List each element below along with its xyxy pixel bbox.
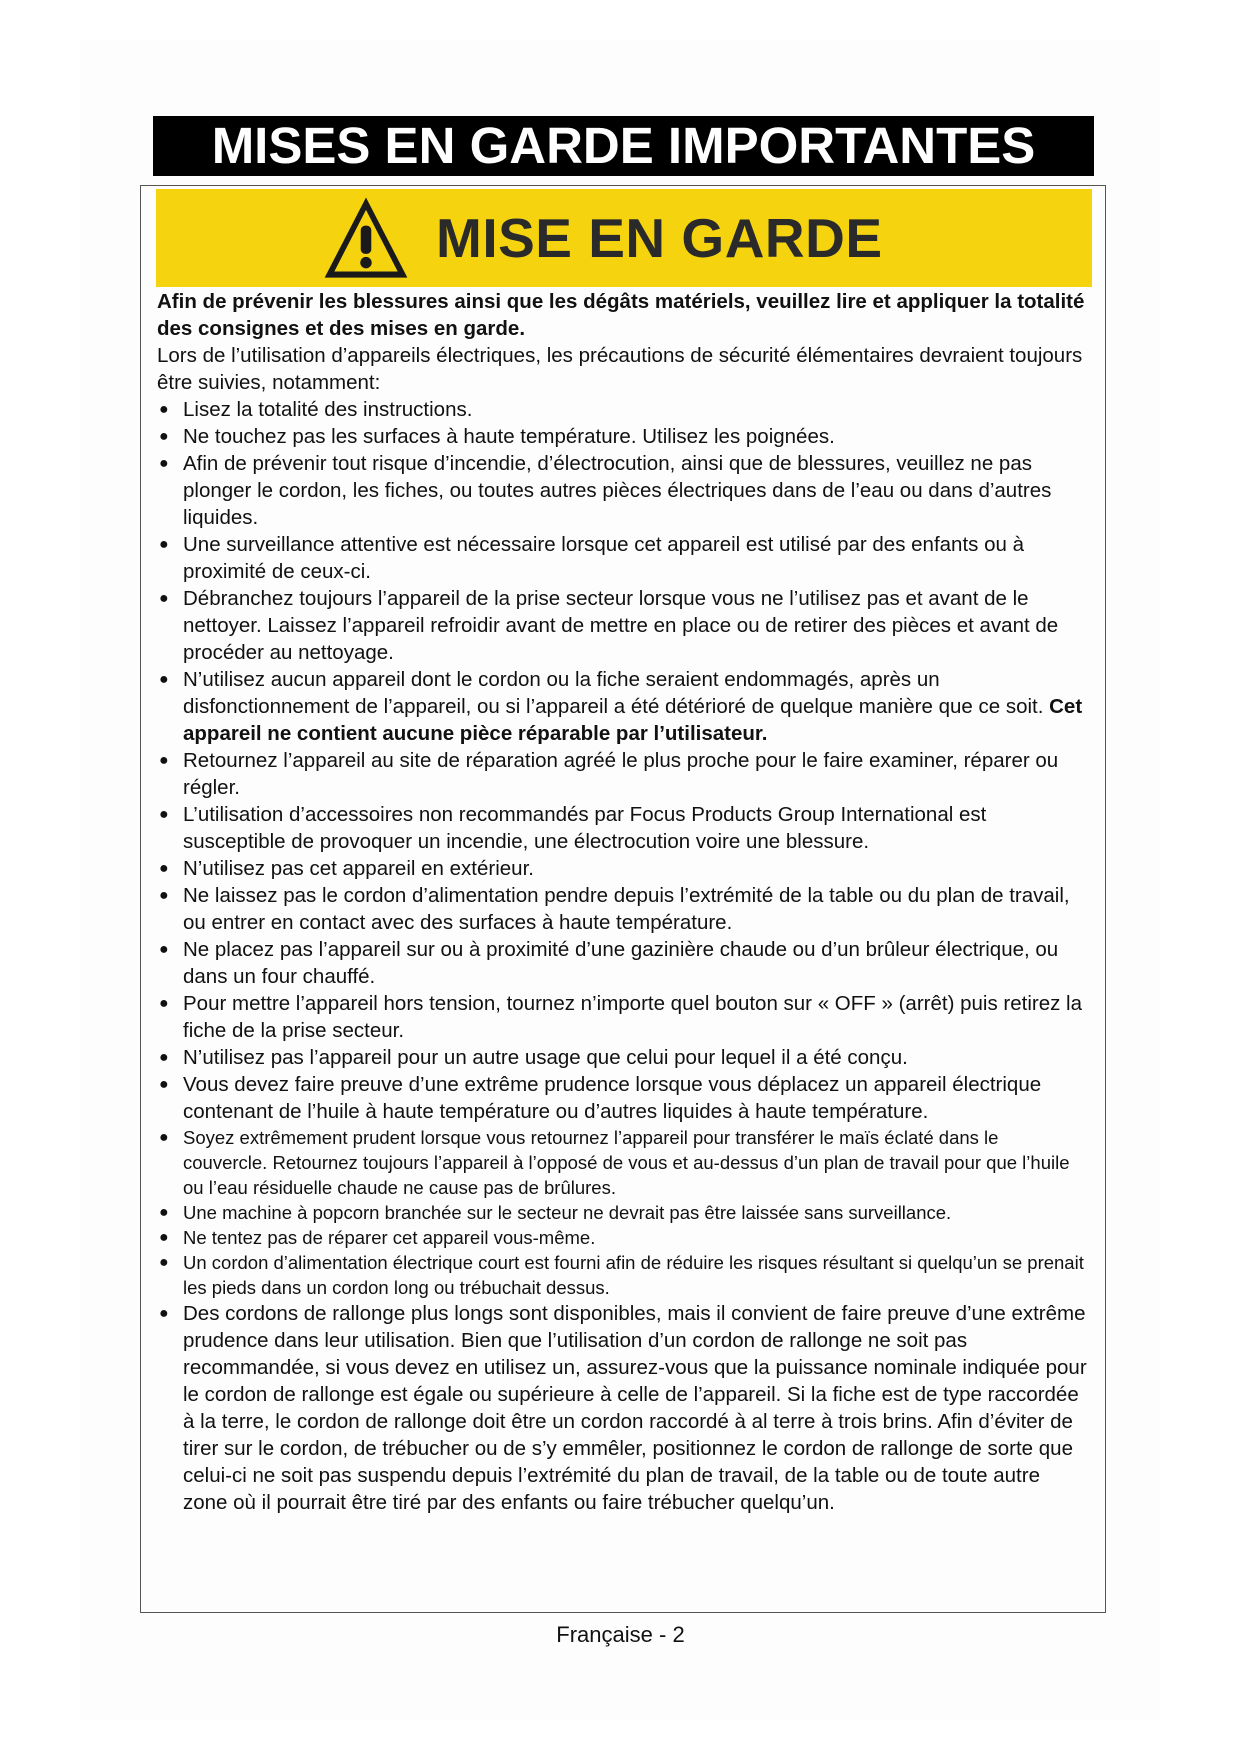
safety-list <box>157 396 1087 1516</box>
page-title: MISES EN GARDE IMPORTANTES <box>153 116 1094 176</box>
list-item: ● N’utilisez pas l’appareil pour un autre usage que celui pour lequel il a été conçu. <box>159 1046 908 1069</box>
list-item: ● Pour mettre l’appareil hors tension, tournez n’importe quel bouton sur « OFF » (arrêt) puis retirez la fiche de la prise secteur. <box>159 992 1082 1042</box>
list-item: ● Ne touchez pas les surfaces à haute température. Utilisez les poignées. <box>159 425 835 448</box>
no-serviceable-parts-note: Cet appareil ne contient aucune pièce réparable par l’utilisateur. <box>183 695 1083 745</box>
safety-content <box>157 288 1087 1516</box>
bullet-icon: ● <box>159 401 169 418</box>
bullet-icon: ● <box>159 536 169 553</box>
bullet-icon: ● <box>159 1305 169 1322</box>
intro-bold-text: Afin de prévenir les blessures ainsi que les dégâts matériels, veuillez lire et appliquer la totalité des consignes et des mises en garde. <box>157 290 1085 340</box>
list-item: ● Retournez l’appareil au site de réparation agréé le plus proche pour le faire examiner, réparer ou régler. <box>159 749 1059 799</box>
bullet-icon: ● <box>159 752 169 769</box>
list-item: ● Lisez la totalité des instructions. <box>159 398 473 421</box>
bullet-icon: ● <box>159 428 169 445</box>
list-item: ● Ne laissez pas le cordon d’alimentation pendre depuis l’extrémité de la table ou du plan de travail, ou entrer en contact avec des surfaces à haute température. <box>159 884 1070 934</box>
bullet-icon: ● <box>159 995 169 1012</box>
list-item: ● L’utilisation d’accessoires non recommandés par Focus Products Group International est susceptible de provoquer un incendie, une électrocution voire une blessure. <box>159 803 987 853</box>
list-item: ● Un cordon d’alimentation électrique court est fourni afin de réduire les risques résultant si quelqu’un se prenait les pieds dans un cordon long ou trébuchait dessus. <box>159 1252 1084 1298</box>
list-item: ● Une machine à popcorn branchée sur le secteur ne devrait pas être laissée sans surveillance. <box>159 1202 952 1223</box>
bullet-icon: ● <box>159 455 169 472</box>
warning-triangle-icon <box>322 194 410 282</box>
list-item-damaged: ● N’utilisez aucun appareil dont le cordon ou la fiche seraient endommagés, après un disfonctionnement de l’appareil, ou si l’appareil a été détérioré de quelque manière que ce soit. Cet appareil ne contient aucune pièce réparable par l’utilisateur. <box>159 668 1083 745</box>
bullet-icon: ● <box>159 1129 169 1146</box>
page-number: Française - 2 <box>556 1622 685 1647</box>
warning-label: MISE EN GARDE <box>436 207 883 269</box>
list-item: ● Ne tentez pas de réparer cet appareil vous-même. <box>159 1227 596 1248</box>
bullet-icon: ● <box>159 806 169 823</box>
list-item: ● Débranchez toujours l’appareil de la prise secteur lorsque vous ne l’utilisez pas et avant de le nettoyer. Laissez l’appareil refroidir avant de mettre en place ou de retirer des pièces et avant de procéder au nettoyage. <box>159 587 1059 664</box>
bullet-icon: ● <box>159 860 169 877</box>
bullet-icon: ● <box>159 1254 169 1271</box>
bullet-icon: ● <box>159 1204 169 1221</box>
intro-text: Lors de l’utilisation d’appareils électriques, les précautions de sécurité élémentaires devraient toujours être suivies, notamment: <box>157 344 1083 394</box>
list-item: ● Afin de prévenir tout risque d’incendie, d’électrocution, ainsi que de blessures, veuillez ne pas plonger le cordon, les fiches, ou toutes autres pièces électriques dans de l’eau ou dans d’autres liquides. <box>159 452 1052 529</box>
bullet-icon: ● <box>159 887 169 904</box>
bullet-icon: ● <box>159 941 169 958</box>
bullet-icon: ● <box>159 1076 169 1093</box>
list-item: ● Ne placez pas l’appareil sur ou à proximité d’une gazinière chaude ou d’un brûleur électrique, ou dans un four chauffé. <box>159 938 1059 988</box>
list-item: ● Vous devez faire preuve d’une extrême prudence lorsque vous déplacez un appareil électrique contenant de l’huile à haute température ou d’autres liquides à haute température. <box>159 1073 1042 1123</box>
bullet-icon: ● <box>159 671 169 688</box>
bullet-icon: ● <box>159 1229 169 1246</box>
list-item: ● Soyez extrêmement prudent lorsque vous retournez l’appareil pour transférer le maïs éclaté dans le couvercle. Retournez toujours l’appareil à l’opposé de vous et au-dessus d’un plan de travail pour que l’huile ou l’eau résiduelle chaude ne cause pas de brûlures. <box>159 1127 1070 1198</box>
bullet-icon: ● <box>159 1049 169 1066</box>
list-item: ● Des cordons de rallonge plus longs sont disponibles, mais il convient de faire preuve d’une extrême prudence dans leur utilisation. Bien que l’utilisation d’un cordon de rallonge ne soit pas recommandée, si vous devez en utilisez un, assurez-vous que la puissance nominale indiquée pour le cordon de rallonge est égale ou supérieure à celle de l’appareil. Si la fiche est de type raccordée à la terre, le cordon de rallonge doit être un cordon raccordé à al terre à trois brins. Afin d’éviter de tirer sur le cordon, de trébucher ou de s’y emmêler, positionnez le cordon de rallonge de sorte que celui-ci ne soit pas suspendu depuis l’extrémité du plan de travail, de la table ou de toute autre zone où il pourrait être tiré par des enfants ou faire trébucher quelqu’un. <box>159 1302 1087 1514</box>
list-item: ● N’utilisez pas cet appareil en extérieur. <box>159 857 534 880</box>
list-item: ● Une surveillance attentive est nécessaire lorsque cet appareil est utilisé par des enfants ou à proximité de ceux-ci. <box>159 533 1024 583</box>
bullet-icon: ● <box>159 590 169 607</box>
